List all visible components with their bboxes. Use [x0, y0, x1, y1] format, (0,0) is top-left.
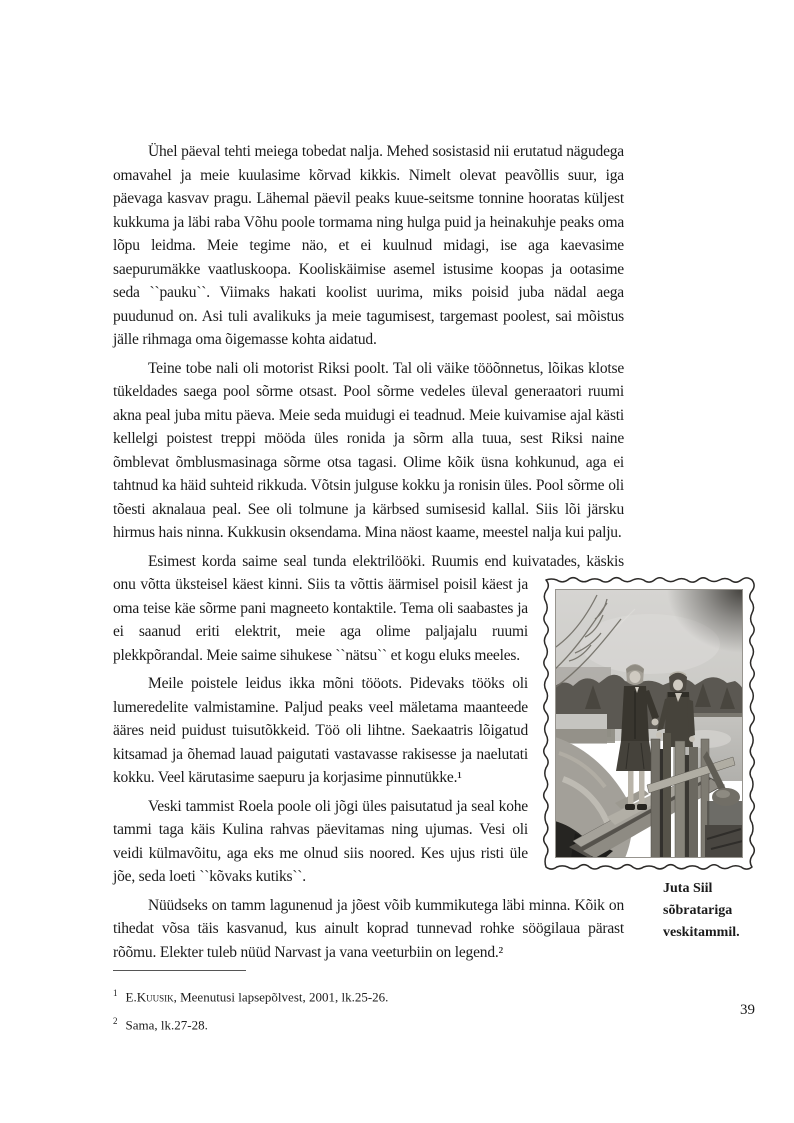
- footnote-2: [113, 1013, 624, 1033]
- photo-figure: [541, 575, 757, 872]
- photo-image: [555, 589, 743, 858]
- footnote-text: Sama, lk.27-28.: [125, 1017, 208, 1033]
- paragraph-text: Esimest korda saime seal tunda elektrilööki. Ruumis end kuivatades, käskis: [148, 552, 624, 570]
- page-number: 39: [740, 1002, 755, 1018]
- footnotes: [113, 962, 624, 1042]
- paragraph-text: Teine tobe nali oli motorist Riksi poolt. Tal oli väike tööõnnetus, lõikas klotse tükeldades saega pool sõrme otsast. Pool sõrme vedeles üleval generaatori ruumi akna peal juba mitu päeva. Meie seda muidugi ei teadnud. Meie kuivamise ajal kästi kellelgi poistest treppi mööda üles ronida ja sõrm alla tuua, sest Riksi naine õmblevat õmblusmasinaga sõrme otsa tagasi. Olime kõik üsna kohkunud, aga ei tahtnud ka häid suhteid rikkuda. Võtsin julguse kokku ja ronisin üles. Pool sõrme oli tõesti aknalaua peal. See oli tolmune ja kärbsed sumisesid kallal. Siis lõi järsku hirmus hais ninna. Kukkusin oksendama. Mina näost kaame, meestel nalja kui palju.: [113, 359, 624, 541]
- paragraph-text: Nüüdseks on tamm lagunenud ja jõest võib kummikutega läbi minna. Kõik on tihedat võsa täis kasvanud, kus ainult koprad tunnevad rohke söögilaua pärast rõõmu. Elekter tuleb nüüd Narvast ja vana veeturbiin on legend.²: [113, 896, 624, 961]
- paragraph-3: [113, 550, 624, 668]
- paragraph-text: onu võtta üksteisel käest kinni. Siis ta võttis äärmisel poisil käest ja oma teise käe sõrme pani magneeto kontaktile. Tema oli saabastes ja ei saanud eriti elektrit, meie aga olime paljajalu ruumi plekkpõrandal. Meie saime sihukese ``nätsu`` et kogu eluks meeles.: [113, 576, 528, 664]
- caption-line: sõbratariga: [663, 903, 733, 918]
- paragraph-2: [113, 357, 624, 545]
- footnote-1: [113, 985, 624, 1005]
- footnote-marker: 2: [113, 1016, 118, 1027]
- footnote-separator: [113, 970, 246, 971]
- paragraph-6: [113, 894, 624, 965]
- caption-line: Juta Siil: [663, 881, 713, 896]
- paragraph-text: Ühel päeval tehti meiega tobedat nalja. Mehed sosistasid nii erutatud nägudega omavahel ja meie kuulasime kõrvad kikkis. Nimelt olevat peavõllis suur, iga päevaga kasvav pragu. Lähemal päevil peaks kuue-seitsme tonnine hooratas küljest kukkuma ja läbi raba Võhu poole tormama ning hulga puid ja heinakuhje peaks oma lõpu leidma. Meie tegime näo, et ei kuulnud midagi, ise aga kaevasime saepurumäkke vaatluskoopa. Kooliskäimise asemel istusime koopas ja ootasime seda ``pauku``. Viimaks hakati koolist uurima, miks poisid juba nädal aega puudunud on. Asi tuli avalikuks ja meie tagumisest, targemast poolest, sai mõistus jälle rihmaga oma õigemasse kohta aidatud.: [113, 143, 624, 348]
- footnote-text: , Meenutusi lapsepõlvest, 2001, lk.25-26.: [173, 989, 389, 1005]
- footnote-marker: 1: [113, 988, 118, 998]
- photo-caption: [663, 878, 763, 944]
- paragraph-text: Veski tammist Roela poole oli jõgi üles paisutatud ja seal kohe tammi taga käis Kulina rahvas päevitamas ning ujumas. Vesi oli veidi külmavõitu, aga eks me olnud siis noored. Kes ujus risti üle jõe, seda loeti ``kõvaks kutiks``.: [113, 797, 528, 885]
- paragraph-text: Meile poistele leidus ikka mõni tööots. Pidevaks tööks oli lumeredelite valmistamine. Paljud peaks veel mäletama maanteede ääres neid puidust tuisutõkkeid. Töö oli lihtne. Saekaatris lõigatud kitsamad ja õhemad lauad paigutati vastavasse rakisesse ja naelutati kokku. Veel kärutasime saepuru ja korjasime pinnutükke.¹: [113, 675, 528, 786]
- caption-line: veskitammil.: [663, 925, 740, 940]
- footnote-author: E.Kuusik: [125, 989, 174, 1005]
- body-text: [113, 140, 624, 964]
- paragraph-1: [113, 140, 624, 352]
